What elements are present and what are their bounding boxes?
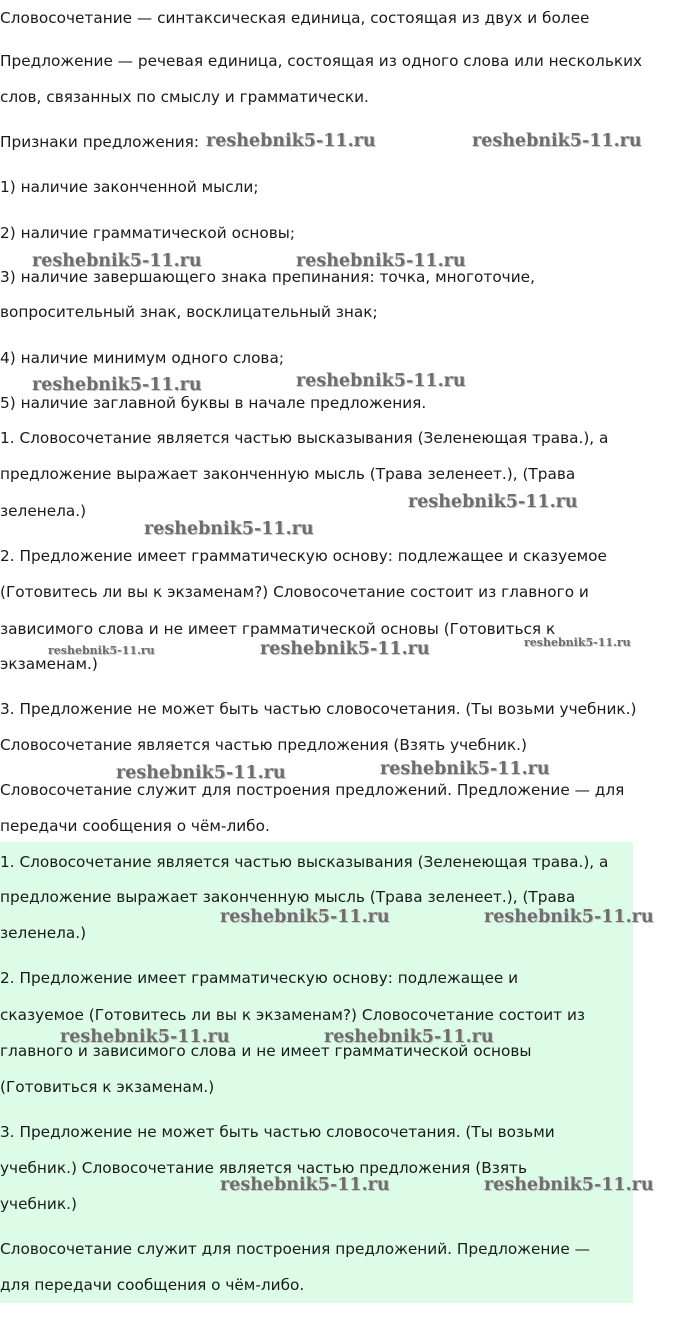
text-line: 2. Предложение имеет грамматическую основу: подлежащее и сказуемое bbox=[0, 547, 607, 565]
text-line: сказуемое (Готовитесь ли вы к экзаменам?) Словосочетание состоит из bbox=[0, 1006, 586, 1024]
watermark: reshebnik5-11.ru bbox=[484, 1175, 654, 1195]
text-line: (Готовитесь ли вы к экзаменам?) Словосочетание состоит из главного и bbox=[0, 583, 589, 601]
watermark: reshebnik5-11.ru bbox=[472, 131, 642, 151]
watermark: reshebnik5-11.ru bbox=[220, 1175, 390, 1195]
watermark: reshebnik5-11.ru bbox=[32, 375, 202, 395]
text-line: учебник.) Словосочетание является частью предложения (Взять bbox=[0, 1159, 527, 1177]
text-line: 2) наличие грамматической основы; bbox=[0, 224, 295, 242]
watermark: reshebnik5-11.ru bbox=[144, 519, 314, 539]
watermark: reshebnik5-11.ru bbox=[116, 763, 286, 783]
watermark: reshebnik5-11.ru bbox=[260, 639, 430, 659]
watermark: reshebnik5-11.ru bbox=[206, 131, 376, 151]
watermark: reshebnik5-11.ru bbox=[380, 759, 550, 779]
text-line: Словосочетание — синтаксическая единица, состоящая из двух и более bbox=[0, 9, 590, 27]
watermark: reshebnik5-11.ru bbox=[484, 907, 654, 927]
watermark: reshebnik5-11.ru bbox=[296, 251, 466, 271]
watermark: reshebnik5-11.ru bbox=[32, 251, 202, 271]
text-line: 2. Предложение имеет грамматическую основу: подлежащее и bbox=[0, 969, 519, 987]
watermark: reshebnik5-11.ru bbox=[60, 1027, 230, 1047]
watermark: reshebnik5-11.ru bbox=[48, 644, 155, 657]
text-line: 3. Предложение не может быть частью словосочетания. (Ты возьми bbox=[0, 1123, 555, 1141]
text-line: 1. Словосочетание является частью высказывания (Зеленеющая трава.), а bbox=[0, 853, 609, 871]
text-line: 4) наличие минимум одного слова; bbox=[0, 349, 284, 367]
text-line: вопросительный знак, восклицательный знак; bbox=[0, 303, 378, 321]
watermark: reshebnik5-11.ru bbox=[524, 636, 631, 649]
text-line: учебник.) bbox=[0, 1195, 77, 1213]
text-line: 3. Предложение не может быть частью словосочетания. (Ты возьми учебник.) bbox=[0, 700, 637, 718]
text-line: зеленела.) bbox=[0, 924, 87, 942]
text-line: 1. Словосочетание является частью высказывания (Зеленеющая трава.), а bbox=[0, 429, 609, 447]
text-line: 3) наличие завершающего знака препинания: точка, многоточие, bbox=[0, 268, 535, 286]
text-line: для передачи сообщения о чём-либо. bbox=[0, 1276, 305, 1294]
watermark: reshebnik5-11.ru bbox=[324, 1027, 494, 1047]
text-line: экзаменам.) bbox=[0, 655, 98, 673]
text-line: предложение выражает законченную мысль (Трава зеленеет.), (Трава bbox=[0, 888, 576, 906]
watermark: reshebnik5-11.ru bbox=[220, 907, 390, 927]
text-line: Предложение — речевая единица, состоящая из одного слова или нескольких bbox=[0, 52, 643, 70]
text-line: 1) наличие законченной мысли; bbox=[0, 178, 259, 196]
text-line: зависимого слова и не имеет грамматической основы (Готовиться к bbox=[0, 620, 556, 638]
text-line: Словосочетание является частью предложения (Взять учебник.) bbox=[0, 736, 527, 754]
text-line: Словосочетание служит для построения предложений. Предложение — bbox=[0, 1240, 590, 1258]
watermark: reshebnik5-11.ru bbox=[408, 492, 578, 512]
text-line: Признаки предложения: bbox=[0, 133, 200, 151]
text-line: (Готовиться к экзаменам.) bbox=[0, 1078, 215, 1096]
text-line: зеленела.) bbox=[0, 502, 87, 520]
text-line: слов, связанных по смыслу и грамматически. bbox=[0, 88, 369, 106]
text-line: предложение выражает законченную мысль (Трава зеленеет.), (Трава bbox=[0, 465, 576, 483]
text-line: Словосочетание служит для построения предложений. Предложение — для bbox=[0, 781, 625, 799]
text-line: главного и зависимого слова и не имеет грамматической основы bbox=[0, 1042, 532, 1060]
text-line: 5) наличие заглавной буквы в начале предложения. bbox=[0, 394, 427, 412]
text-line: передачи сообщения о чём-либо. bbox=[0, 817, 270, 835]
watermark: reshebnik5-11.ru bbox=[296, 371, 466, 391]
